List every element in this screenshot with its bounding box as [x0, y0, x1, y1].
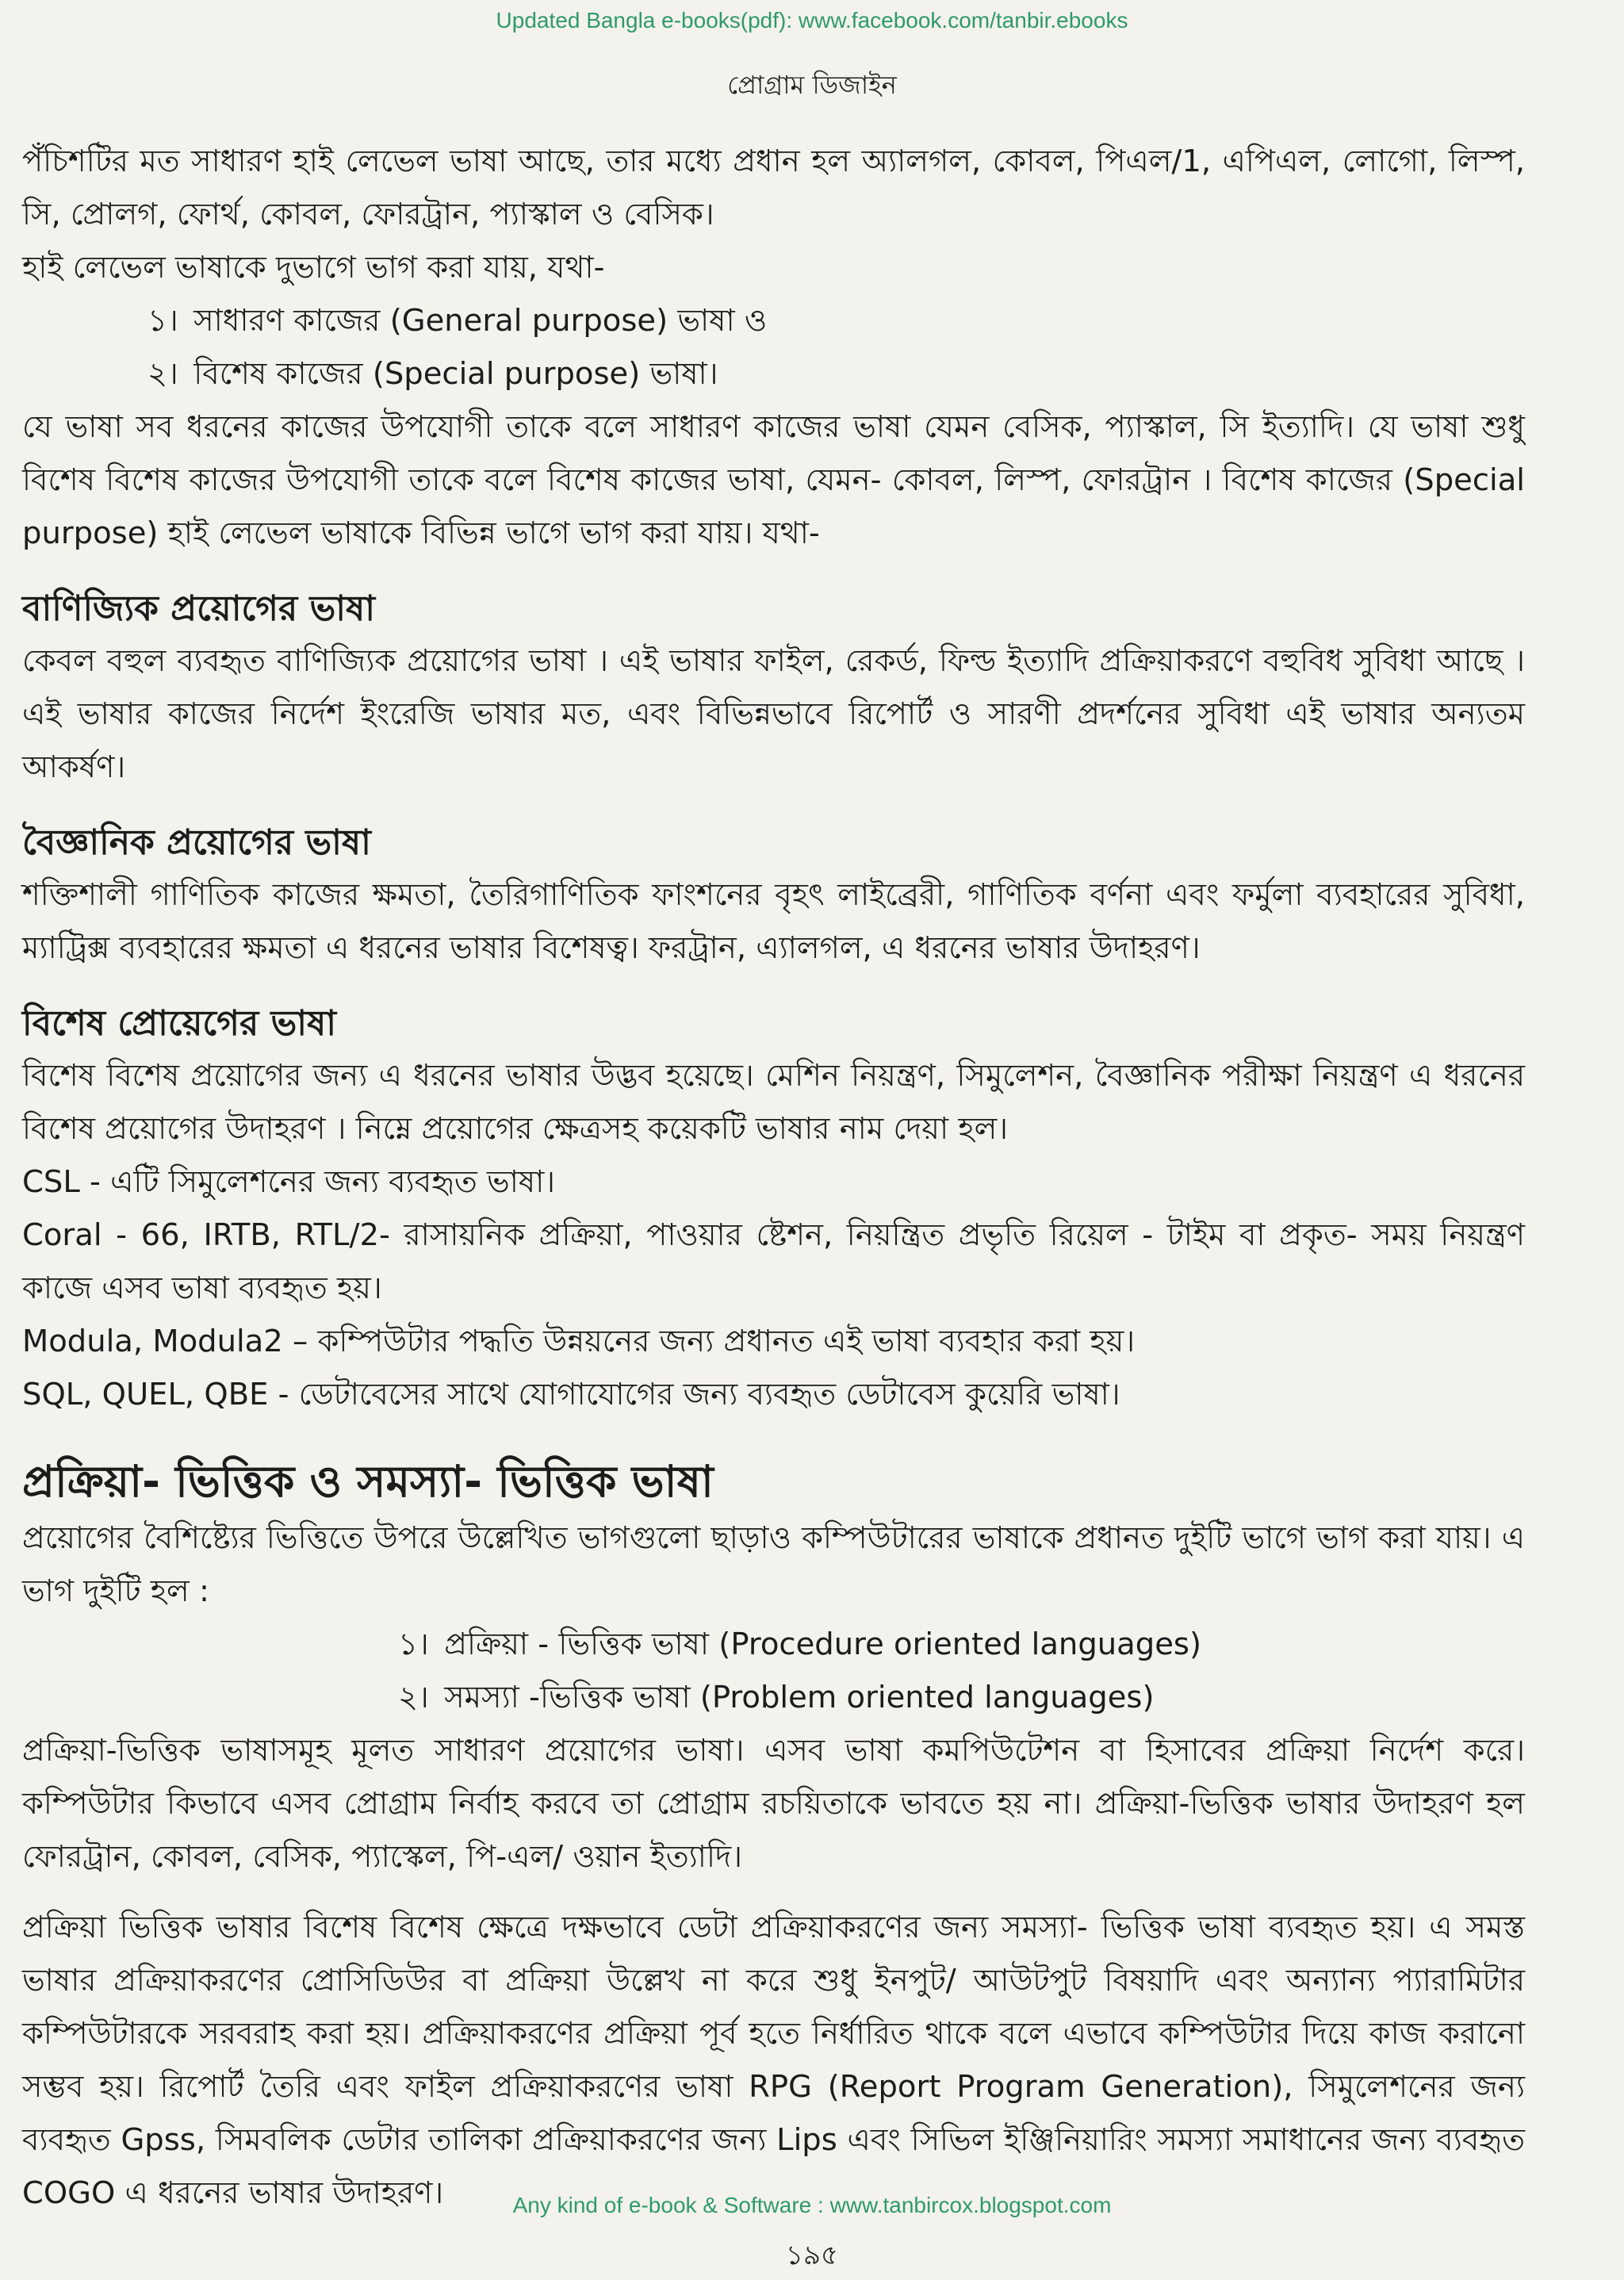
paragraph-gap: [22, 1883, 1525, 1901]
list-number: ২।: [398, 1680, 429, 1715]
heading-commercial: বাণিজ্যিক প্রয়োগের ভাষা: [22, 588, 376, 629]
top-banner: Updated Bangla e-books(pdf): www.facebook.com/tanbir.ebooks: [496, 8, 1128, 33]
procedure-paragraph: প্রয়োগের বৈশিষ্ট্যের ভিত্তিতে উপরে উল্লেখিত ভাগগুলো ছাড়াও কম্পিউটারের ভাষাকে প্রধানত দুইটি ভাগে ভাগ করা যায়। এ ভাগ দুইটি হল :: [22, 1520, 1525, 1609]
problem-paragraph: প্রক্রিয়া ভিত্তিক ভাষার বিশেষ বিশেষ ক্ষেত্রে দক্ষভাবে ডেটা প্রক্রিয়াকরণের জন্য সমস্যা- ভিত্তিক ভাষা ব্যবহৃত হয়। এ সমস্ত ভাষার প্রক্রিয়াকরণের প্রোসিডিউর বা প্রক্রিয়া উল্লেখ না করে শুধু ইনপুট/ আউটপুট বিষয়াদি এবং অন্যান্য প্যারামিটার কম্পিউটারকে সরবরাহ করা হয়। প্রক্রিয়াকরণের প্রক্রিয়া পূর্ব হতে নির্ধারিত থাকে বলে এভাবে কম্পিউটার দিয়ে কাজ করানো সম্ভব হয়। রিপোর্ট তৈরি এবং ফাইল প্রক্রিয়াকরণের ভাষা RPG (Report Program Generation), সিমুলেশনের জন্য ব্যবহৃত Gpss, সিমবলিক ডেটার তালিকা প্রক্রিয়াকরণের জন্য Lips এবং সিভিল ইঞ্জিনিয়ারিং সমস্যা সমাধানের জন্য ব্যবহৃত COGO এ ধরনের ভাষার উদাহরণ।: [22, 1910, 1525, 2211]
scientific-paragraph: শক্তিশালী গাণিতিক কাজের ক্ষমতা, তৈরিগাণিতিক ফাংশনের বৃহৎ লাইব্রেরী, গাণিতিক বর্ণনা এবং ফর্মুলা ব্যবহারের সুবিধা, ম্যাট্রিক্স ব্যবহারের ক্ষমতা এ ধরনের ভাষার বিশেষত্ব। ফরট্রান, এ্যালগল, এ ধরনের ভাষার উদাহরণ।: [22, 877, 1525, 966]
division-list: [22, 294, 1525, 400]
page-number: ১৯৫: [785, 2240, 839, 2271]
commercial-paragraph: কেবল বহুল ব্যবহৃত বাণিজ্যিক প্রয়োগের ভাষা । এই ভাষার ফাইল, রেকর্ড, ফিল্ড ইত্যাদি প্রক্রিয়াকরণে বহুবিধ সুবিধা আছে । এই ভাষার কাজের নির্দেশ ইংরেজি ভাষার মত, এবং বিভিন্নভাবে রিপোর্ট ও সারণী প্রদর্শনের সুবিধা এই ভাষার অন্যতম আকর্ষণ।: [22, 643, 1525, 785]
list-item: [22, 347, 1525, 400]
list-number: ২।: [147, 356, 178, 392]
general-paragraph: যে ভাষা সব ধরনের কাজের উপযোগী তাকে বলে সাধারণ কাজের ভাষা যেমন বেসিক, প্যাস্কাল, সি ইত্যাদি। যে ভাষা শুধু বিশেষ বিশেষ কাজের উপযোগী তাকে বলে বিশেষ কাজের ভাষা, যেমন- কোবল, লিস্প, ফোরট্রান । বিশেষ কাজের (Special purpose) হাই লেভেল ভাষাকে বিভিন্ন ভাগে ভাগ করা যায়। যথা-: [22, 409, 1525, 551]
page-body: [22, 135, 1525, 2220]
list-item: [22, 1618, 1525, 1671]
list-text: বিশেষ কাজের (Special purpose) ভাষা।: [193, 356, 718, 392]
list-text: সাধারণ কাজের (General purpose) ভাষা ও: [193, 303, 768, 339]
list-text: প্রক্রিয়া - ভিত্তিক ভাষা (Procedure oriented languages): [444, 1627, 1201, 1662]
running-head: প্রোগ্রাম ডিজাইন: [727, 70, 897, 100]
heading-procedure: প্রক্রিয়া- ভিত্তিক ও সমস্যা- ভিত্তিক ভাষা: [22, 1456, 714, 1507]
list-number: ১।: [398, 1627, 429, 1662]
division-paragraph: হাই লেভেল ভাষাকে দুভাগে ভাগ করা যায়, যথা-: [22, 250, 605, 285]
list-text: সমস্যা -ভিত্তিক ভাষা (Problem oriented languages): [444, 1680, 1155, 1715]
heading-scientific: বৈজ্ঞানিক প্রয়োগের ভাষা: [22, 822, 371, 863]
csl-paragraph: CSL - এটি সিমুলেশনের জন্য ব্যবহৃত ভাষা।: [22, 1164, 556, 1200]
procedure-description-paragraph: প্রক্রিয়া-ভিত্তিক ভাষাসমূহ মূলত সাধারণ প্রয়োগের ভাষা। এসব ভাষা কমপিউটেশন বা হিসাবের প্রক্রিয়া নির্দেশ করে। কম্পিউটার কিভাবে এসব প্রোগ্রাম নির্বাহ করবে তা প্রোগ্রাম রচয়িতাকে ভাবতে হয় না। প্রক্রিয়া-ভিত্তিক ভাষার উদাহরণ হল ফোরট্রান, কোবল, বেসিক, প্যাস্কেল, পি-এল/ ওয়ান ইত্যাদি।: [22, 1733, 1525, 1875]
procedure-list: [22, 1618, 1525, 1724]
list-number: ১।: [147, 303, 178, 339]
special-paragraph: বিশেষ বিশেষ প্রয়োগের জন্য এ ধরনের ভাষার উদ্ভব হয়েছে। মেশিন নিয়ন্ত্রণ, সিমুলেশন, বৈজ্ঞানিক পরীক্ষা নিয়ন্ত্রণ এ ধরনের বিশেষ প্রয়োগের উদাহরণ । নিম্নে প্রয়োগের ক্ষেত্রসহ কয়েকটি ভাষার নাম দেয়া হল।: [22, 1058, 1525, 1147]
heading-special: বিশেষ প্রোয়েগের ভাষা: [22, 1003, 337, 1044]
sql-paragraph: SQL, QUEL, QBE - ডেটাবেসের সাথে যোগাযোগের জন্য ব্যবহৃত ডেটাবেস কুয়েরি ভাষা।: [22, 1377, 1120, 1412]
intro-paragraph: পঁচিশটির মত সাধারণ হাই লেভেল ভাষা আছে, তার মধ্যে প্রধান হল অ্যালগল, কোবল, পিএল/1, এপিএল, লোগো, লিস্প, সি, প্রোলগ, ফোর্থ, কোবল, ফোরট্রান, প্যাস্কাল ও বেসিক।: [22, 144, 1525, 232]
modula-paragraph: Modula, Modula2 – কম্পিউটার পদ্ধতি উন্নয়নের জন্য প্রধানত এই ভাষা ব্যবহার করা হয়।: [22, 1324, 1136, 1359]
coral-paragraph: Coral - 66, IRTB, RTL/2- রাসায়নিক প্রক্রিয়া, পাওয়ার ষ্টেশন, নিয়ন্ত্রিত প্রভৃতি রিয়েল - টাইম বা প্রকৃত- সময় নিয়ন্ত্রণ কাজে এসব ভাষা ব্যবহৃত হয়।: [22, 1217, 1525, 1306]
list-item: [22, 294, 1525, 347]
bottom-banner: Any kind of e-book & Software : www.tanbircox.blogspot.com: [512, 2193, 1112, 2217]
list-item: [22, 1671, 1525, 1724]
